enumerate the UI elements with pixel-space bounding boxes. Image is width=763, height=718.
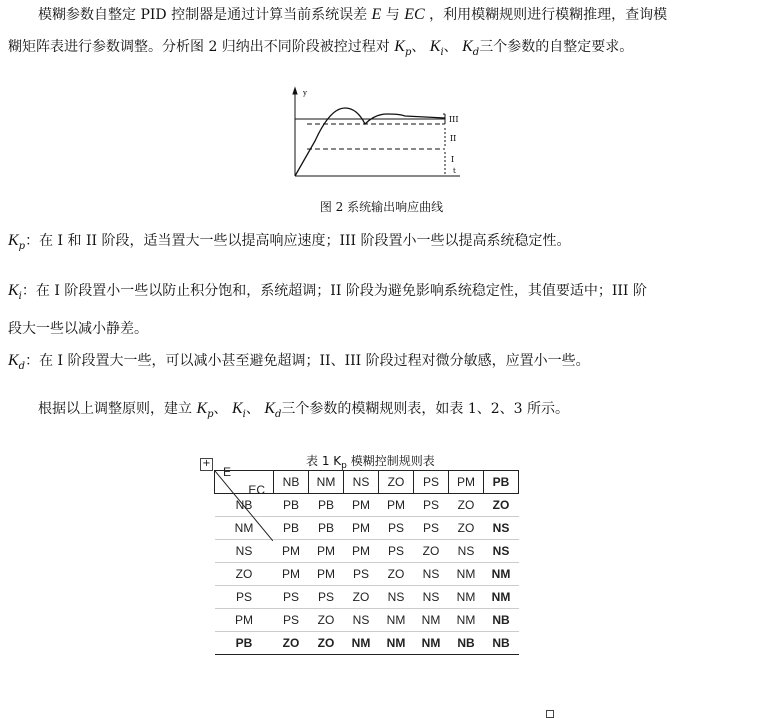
sub-d: d — [274, 409, 282, 420]
table-cell: ZO — [274, 632, 309, 655]
intro-text: 与 — [385, 7, 400, 23]
response-curve — [295, 108, 445, 176]
column-header: ZO — [379, 471, 414, 494]
table-title — [306, 452, 435, 471]
table-title-k: K — [333, 454, 342, 468]
table-title-suffix: 模糊控制规则表 — [346, 454, 435, 468]
stage-3-label: III — [449, 115, 459, 124]
table-cell: ZO — [344, 586, 379, 609]
separator: 、 — [245, 401, 260, 417]
table-cell: NM — [484, 586, 519, 609]
stage-2-label: II — [450, 134, 457, 143]
table-cell: PS — [344, 563, 379, 586]
table-cell: PM — [379, 494, 414, 517]
sub-i: i — [440, 47, 444, 58]
table-cell: NS — [344, 609, 379, 632]
corner-ec-label: EC — [248, 483, 265, 497]
table-cell: PB — [274, 517, 309, 540]
response-curve-figure — [285, 86, 475, 186]
para-ki-text-2: 段大一些以减小静差。 — [8, 321, 148, 337]
table-cell: PS — [414, 517, 449, 540]
table-cell: PS — [274, 609, 309, 632]
table-cell: NM — [449, 563, 484, 586]
para-kd — [8, 350, 590, 378]
table-cell: ZO — [309, 609, 344, 632]
sym-k: K — [196, 400, 208, 417]
column-header: NB — [274, 471, 309, 494]
sub-p: p — [207, 409, 214, 420]
table-cell: NM — [414, 632, 449, 655]
sub-i: i — [242, 409, 246, 420]
table-cell: PS — [414, 494, 449, 517]
table-row — [215, 632, 519, 655]
sym-k: K — [231, 400, 243, 417]
table-cell: NM — [449, 609, 484, 632]
table-cell: ZO — [309, 632, 344, 655]
table-cell: PS — [379, 517, 414, 540]
sym-k: K — [8, 232, 19, 249]
basis-text: 三个参数的模糊规则表，如表 1、2、3 所示。 — [281, 401, 570, 417]
intro-text: 三个参数的自整定要求。 — [479, 39, 634, 55]
table-cell: ZO — [449, 517, 484, 540]
table-cell: NM — [344, 632, 379, 655]
table-cell: ZO — [449, 494, 484, 517]
sym-k: K — [394, 38, 405, 55]
column-header: PS — [414, 471, 449, 494]
column-header: NS — [344, 471, 379, 494]
table-cell: NS — [414, 586, 449, 609]
para-basis — [38, 398, 569, 426]
sym-k: K — [8, 282, 19, 299]
para-kp-text: ：在 I 和 II 阶段，适当置大一些以提高响应速度；III 阶段置小一些以提高系统稳定性。 — [25, 233, 571, 249]
table-cell: NM — [449, 586, 484, 609]
column-header: NM — [309, 471, 344, 494]
column-header: PM — [449, 471, 484, 494]
figure-caption: 图 2 系统输出响应曲线 — [319, 200, 444, 214]
row-header: PS — [215, 586, 274, 609]
intro-text: 糊矩阵表进行参数调整。分析图 2 归纳出不同阶段被控过程对 — [8, 39, 390, 55]
sub-d: d — [472, 47, 480, 58]
row-header: PB — [215, 632, 274, 655]
row-header: PM — [215, 609, 274, 632]
table-cell: NM — [379, 632, 414, 655]
table-cell: PM — [344, 540, 379, 563]
para-kd-text: ：在 I 阶段置大一些，可以减小甚至避免超调；II、III 阶段过程对微分敏感，应置小一些。 — [25, 353, 590, 369]
table-cell: PB — [309, 517, 344, 540]
table-cell: PS — [309, 586, 344, 609]
row-header: NM — [215, 517, 274, 540]
var-e: E — [371, 6, 382, 23]
separator: 、 — [213, 401, 228, 417]
sub-d: d — [18, 361, 26, 372]
para-kp — [8, 230, 571, 258]
table-header-row — [215, 471, 519, 494]
sym-k: K — [8, 352, 19, 369]
table-move-handle[interactable]: + — [200, 458, 213, 471]
row-header: NS — [215, 540, 274, 563]
table-cell: ZO — [414, 540, 449, 563]
table-cell: ZO — [379, 563, 414, 586]
sub-p: p — [404, 47, 412, 58]
table-corner-cell — [215, 465, 274, 497]
table-row — [215, 540, 519, 563]
kp-rule-table — [214, 465, 519, 655]
table-cell: NB — [484, 609, 519, 632]
intro-line-2 — [8, 36, 633, 64]
corner-diagonal — [215, 471, 273, 541]
basis-text: 根据以上调整原则，建立 — [38, 401, 192, 417]
column-header: PB — [484, 471, 519, 494]
corner-e-label: E — [223, 465, 232, 479]
table-cell: NS — [484, 540, 519, 563]
var-ec: EC — [404, 6, 425, 23]
table-cell: NM — [484, 563, 519, 586]
table-cell: PM — [274, 540, 309, 563]
table-cell: PS — [274, 586, 309, 609]
row-header: ZO — [215, 563, 274, 586]
intro-text: 模糊参数自整定 PID 控制器是通过计算当前系统误差 — [38, 7, 368, 23]
table-cell: NS — [379, 586, 414, 609]
sym-k: K — [264, 400, 275, 417]
intro-line-1 — [38, 4, 667, 26]
table-cell: PM — [274, 563, 309, 586]
table-cell: PM — [344, 517, 379, 540]
table-cell: NS — [414, 563, 449, 586]
table-cell: PS — [379, 540, 414, 563]
table-title-sub: p — [341, 461, 347, 471]
table-cell: PM — [309, 540, 344, 563]
table-cell: PM — [309, 563, 344, 586]
sym-k: K — [429, 38, 441, 55]
sub-p: p — [18, 241, 26, 252]
para-ki-text: ：在 I 阶段置小一些以防止积分饱和，系统超调；II 阶段为避免影响系统稳定性，其值要适中；III 阶 — [21, 283, 647, 299]
table-cell: NS — [449, 540, 484, 563]
table-cell: PB — [309, 494, 344, 517]
sub-i: i — [18, 291, 22, 302]
y-axis-arrow — [293, 88, 297, 94]
table-cell: PM — [344, 494, 379, 517]
intro-text: ，利用模糊规则进行模糊推理，查询模 — [429, 7, 668, 23]
table-cell: ZO — [484, 494, 519, 517]
para-ki — [8, 280, 647, 308]
table-cell: NS — [484, 517, 519, 540]
table-row — [215, 563, 519, 586]
stage-1-label: I — [451, 155, 455, 164]
table-row — [215, 609, 519, 632]
y-axis-label: y — [303, 89, 307, 97]
t-axis-label: t — [453, 167, 456, 175]
table-cell: NB — [449, 632, 484, 655]
table-cell: NB — [484, 632, 519, 655]
table-cell: NM — [414, 609, 449, 632]
sym-k: K — [462, 38, 473, 55]
table-cell: NM — [379, 609, 414, 632]
separator: 、 — [443, 39, 458, 55]
table-title-prefix: 表 1 — [306, 454, 330, 468]
table-cell: PB — [274, 494, 309, 517]
table-row — [215, 586, 519, 609]
row-header: NB — [215, 494, 274, 517]
separator: 、 — [411, 39, 426, 55]
